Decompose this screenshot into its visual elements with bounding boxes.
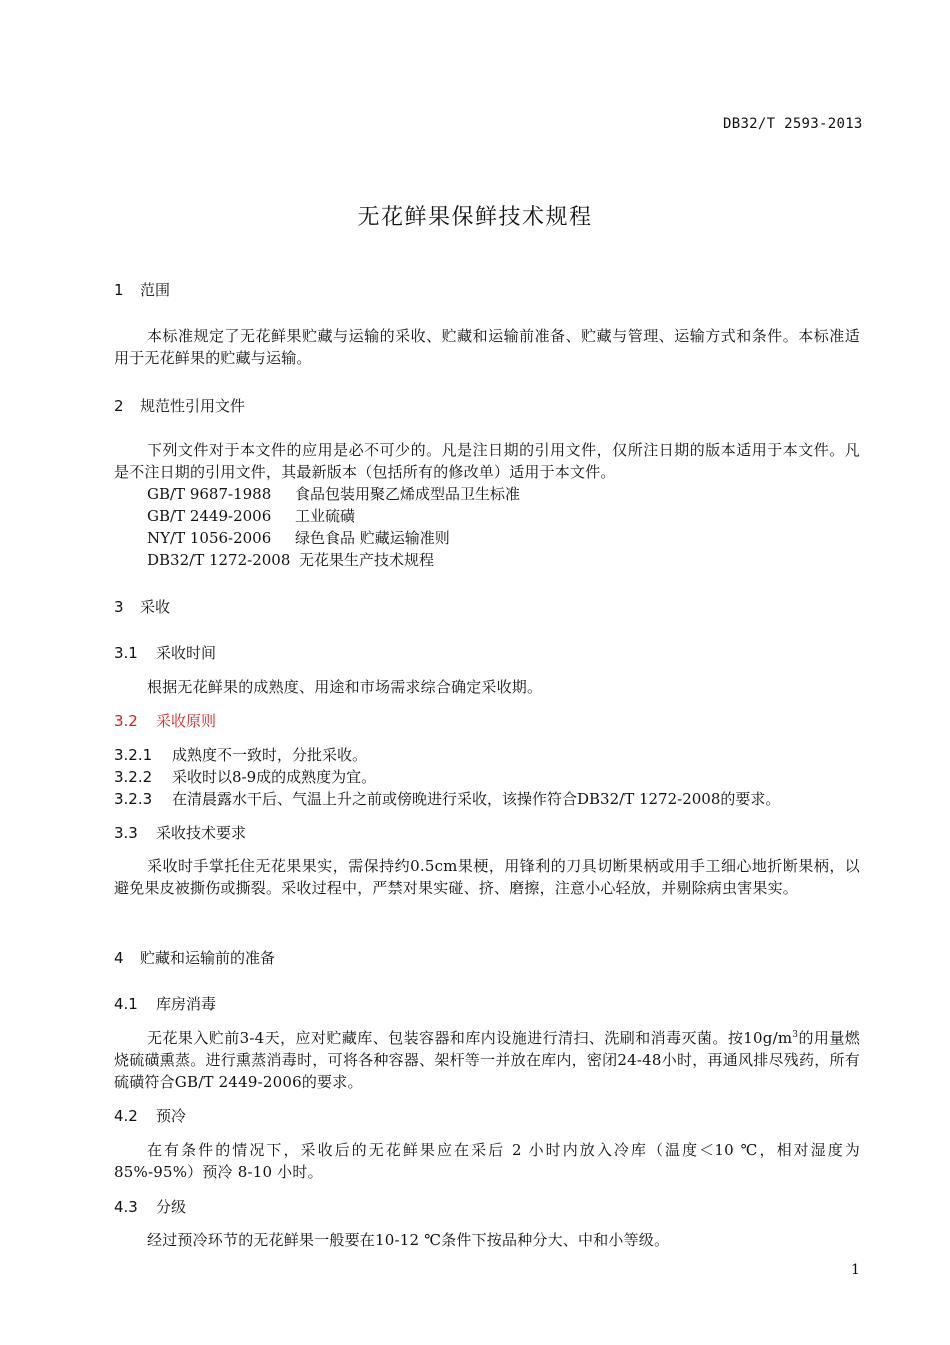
clause-number: 3.2.1 xyxy=(114,746,153,764)
reference-code: GB/T 9687-1988 xyxy=(147,485,272,503)
document-title: 无花鲜果保鲜技术规程 xyxy=(357,205,593,230)
section-title: 范围 xyxy=(140,281,171,299)
subsection-3-1-heading xyxy=(114,642,216,663)
superscript: 3 xyxy=(792,1030,799,1040)
section-title: 贮藏和运输前的准备 xyxy=(140,949,276,967)
section-number: 3 xyxy=(114,598,124,616)
section-2-heading xyxy=(114,395,245,416)
section-number: 2 xyxy=(114,397,124,415)
clause-text: 在清晨露水干后、气温上升之前或傍晚进行采收，该操作符合DB32/T 1272-2008的要求。 xyxy=(172,790,781,808)
subsection-title: 采收时间 xyxy=(156,644,217,662)
clause-item xyxy=(114,744,367,765)
subsection-4-2-heading xyxy=(114,1105,186,1126)
subsection-title: 预冷 xyxy=(156,1107,187,1125)
subsection-number: 3.1 xyxy=(114,644,138,662)
section-2-paragraph: 下列文件对于本文件的应用是必不可少的。凡是注日期的引用文件，仅所注日期的版本适用于本文件。凡是不注日期的引用文件，其最新版本（包括所有的修改单）适用于本文件。 xyxy=(114,441,860,481)
clause-number: 3.2.3 xyxy=(114,790,153,808)
page-number: 1 xyxy=(851,1262,860,1278)
section-1-paragraph: 本标准规定了无花鲜果贮藏与运输的采收、贮藏和运输前准备、贮藏与管理、运输方式和条件。本标准适用于无花鲜果的贮藏与运输。 xyxy=(114,327,860,367)
paragraph-text: 无花果入贮前3-4天，应对贮藏库、包装容器和库内设施进行清扫、洗刷和消毒灭菌。按10g/m xyxy=(147,1029,793,1047)
subsection-number: 4.3 xyxy=(114,1198,138,1216)
clause-item xyxy=(114,788,780,809)
reference-item xyxy=(147,505,355,526)
section-4-heading xyxy=(114,947,275,968)
clause-item xyxy=(114,766,376,787)
subsection-number: 4.2 xyxy=(114,1107,138,1125)
subsection-4-1-paragraph xyxy=(114,1027,860,1093)
subsection-3-3-heading xyxy=(114,822,246,843)
subsection-4-2-paragraph: 在有条件的情况下，采收后的无花鲜果应在采后 2 小时内放入冷库（温度＜10 ℃，相对湿度为85%-95%）预冷 8-10 小时。 xyxy=(114,1141,860,1181)
reference-item xyxy=(147,527,450,548)
reference-item xyxy=(147,483,520,504)
section-number: 1 xyxy=(114,281,124,299)
subsection-title: 采收技术要求 xyxy=(156,824,247,842)
reference-code: DB32/T 1272-2008 xyxy=(147,551,291,569)
subsection-3-2-heading xyxy=(114,710,216,731)
subsection-3-3-paragraph: 采收时手掌托住无花果果实，需保持约0.5cm果梗，用锋利的刀具切断果柄或用手工细心地折断果柄，以避免果皮被撕伤或撕裂。采收过程中，严禁对果实碰、挤、磨擦，注意小心轻放，并剔除病虫害果实。 xyxy=(114,857,860,897)
subsection-title: 采收原则 xyxy=(156,712,217,730)
subsection-number: 3.3 xyxy=(114,824,138,842)
reference-name: 工业硫磺 xyxy=(295,507,356,525)
subsection-title: 分级 xyxy=(156,1198,187,1216)
section-number: 4 xyxy=(114,949,124,967)
subsection-number: 4.1 xyxy=(114,995,138,1013)
reference-name: 绿色食品 贮藏运输准则 xyxy=(295,529,450,547)
section-title: 规范性引用文件 xyxy=(140,397,246,415)
paragraph-text: 的用量燃烧硫磺熏蒸。进行熏蒸消毒时，可将各种容器、架杆等一并放在库内，密闭24-48小时，再通风排尽残药，所有硫磺符合GB/T 2449-2006的要求。 xyxy=(114,1029,860,1091)
subsection-4-3-paragraph: 经过预冷环节的无花鲜果一般要在10-12 ℃条件下按品种分大、中和小等级。 xyxy=(147,1231,670,1249)
clause-number: 3.2.2 xyxy=(114,768,153,786)
section-title: 采收 xyxy=(140,598,171,616)
reference-item xyxy=(147,549,434,570)
clause-text: 采收时以8-9成的成熟度为宜。 xyxy=(172,768,377,786)
clause-text: 成熟度不一致时，分批采收。 xyxy=(172,746,368,764)
subsection-title: 库房消毒 xyxy=(156,995,217,1013)
reference-name: 无花果生产技术规程 xyxy=(299,551,435,569)
reference-name: 食品包装用聚乙烯成型品卫生标准 xyxy=(295,485,521,503)
reference-code: GB/T 2449-2006 xyxy=(147,507,272,525)
document-code: DB32/T 2593-2013 xyxy=(723,116,863,132)
reference-code: NY/T 1056-2006 xyxy=(147,529,272,547)
subsection-4-1-heading xyxy=(114,993,216,1014)
subsection-number: 3.2 xyxy=(114,712,138,730)
section-1-heading xyxy=(114,279,170,300)
subsection-3-1-paragraph: 根据无花鲜果的成熟度、用途和市场需求综合确定采收期。 xyxy=(147,678,543,696)
section-3-heading xyxy=(114,596,170,617)
subsection-4-3-heading xyxy=(114,1196,186,1217)
